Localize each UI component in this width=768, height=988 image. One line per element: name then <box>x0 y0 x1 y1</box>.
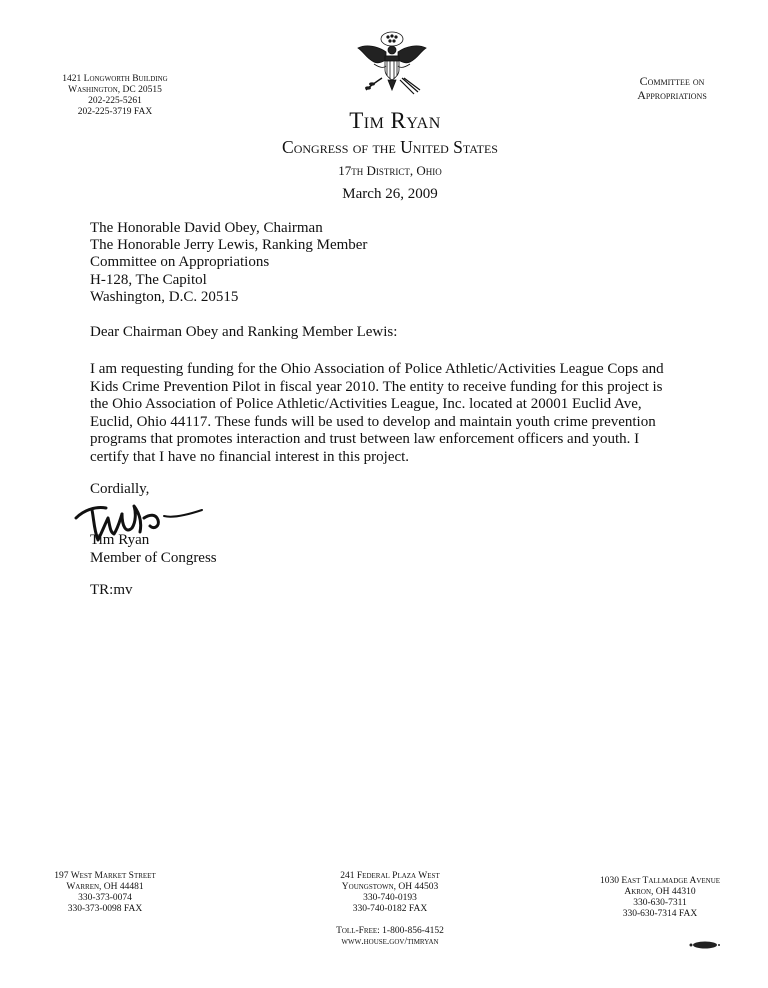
signer-name: Tim Ryan <box>90 532 150 548</box>
recipient-line: H-128, The Capitol <box>90 271 207 288</box>
body-line: certify that I have no financial interest in this project. <box>90 448 410 465</box>
body-line: the Ohio Association of Police Athletic/Activities League, Inc. located at 20001 Euclid Ave, <box>90 396 642 413</box>
recipient-line: Committee on Appropriations <box>90 254 270 271</box>
typist-initials: TR:mv <box>90 582 133 598</box>
recipient-line: The Honorable David Obey, Chairman <box>90 220 323 236</box>
toll-free-number: Toll-Free: 1-800-856-4152 <box>336 926 444 936</box>
body-line: Kids Crime Prevention Pilot in fiscal year 2010. The entity to receive funding for this project is <box>90 378 663 395</box>
footer-contact <box>300 926 480 948</box>
footer-office-warren: 197 West Market Street Warren, OH 44481 330-373-0074 330-373-0098 FAX <box>54 871 156 914</box>
body-line: programs that promotes interaction and trust between law enforcement officers and youth. I <box>90 431 640 448</box>
body-line: Euclid, Ohio 44117. These funds will be used to develop and maintain youth crime prevention <box>90 413 656 430</box>
committee-label: Committee on Appropriations <box>637 74 707 102</box>
office-address-line: 1421 Longworth Building <box>62 74 168 84</box>
website-link: www.house.gov/timryan <box>341 937 439 947</box>
district-heading: 17th District, Ohio <box>338 163 442 178</box>
member-name-heading: Tim Ryan <box>349 108 441 133</box>
congress-heading: Congress of the United States <box>282 137 498 157</box>
footer-office-youngstown: 241 Federal Plaza West Youngstown, OH 44503 330-740-0193 330-740-0182 FAX <box>340 871 440 914</box>
office-fax: 202-225-3719 FAX <box>77 107 153 117</box>
recipient-address <box>90 220 367 306</box>
body-paragraph <box>90 361 664 467</box>
office-phone: 202-225-5261 <box>88 96 142 106</box>
footer-office-akron: 1030 East Tallmadge Avenue Akron, OH 44310 330-630-7311 330-630-7314 FAX <box>599 876 721 919</box>
office-address-line: Washington, DC 20515 <box>68 85 162 95</box>
great-seal-eagle-icon <box>352 28 432 100</box>
salutation: Dear Chairman Obey and Ranking Member Lewis: <box>90 324 398 340</box>
recipient-line: Washington, D.C. 20515 <box>90 288 239 305</box>
body-line: I am requesting funding for the Ohio Association of Police Athletic/Activities League Cops and <box>90 361 664 377</box>
union-printing-bug-icon <box>688 940 722 950</box>
office-address <box>40 74 190 118</box>
signer-title: Member of Congress <box>90 550 217 566</box>
closing: Cordially, <box>90 481 150 497</box>
letter-date: March 26, 2009 <box>342 186 438 202</box>
signature-block <box>90 531 217 567</box>
recipient-line: The Honorable Jerry Lewis, Ranking Member <box>90 237 368 254</box>
